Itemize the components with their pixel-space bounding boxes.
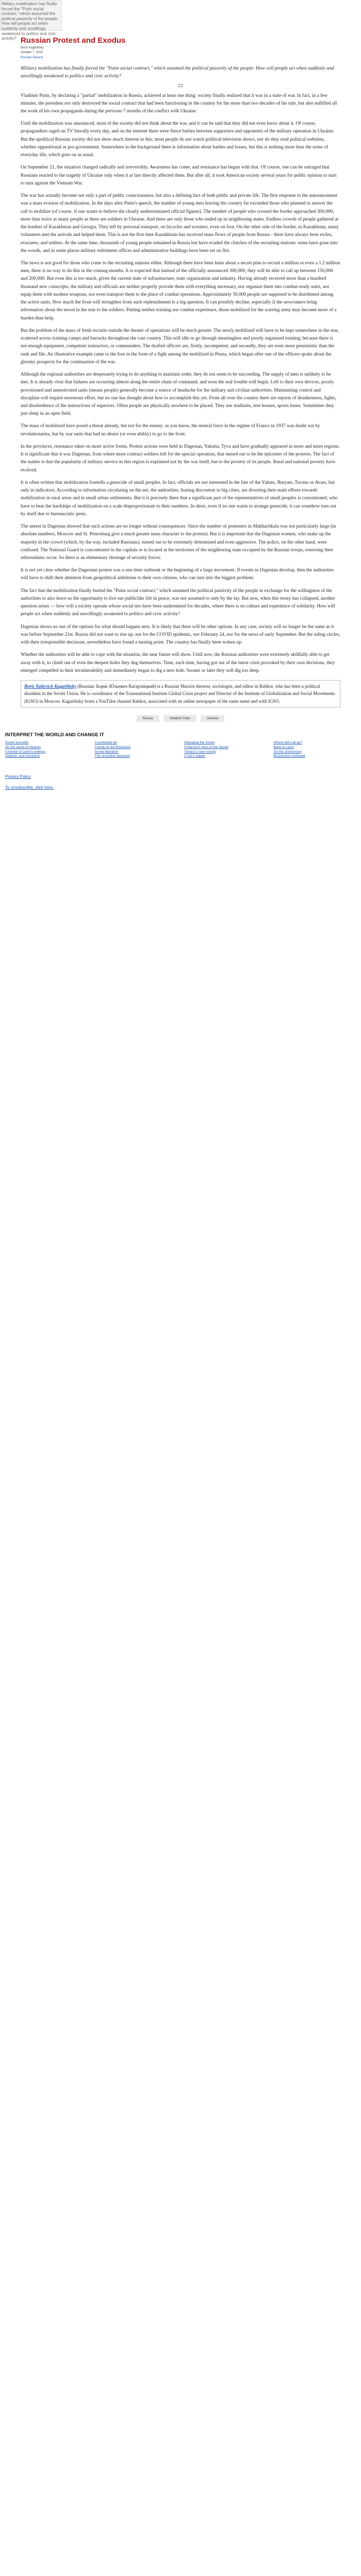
related-news-link[interactable]: Back to Lenin <box>273 745 294 749</box>
article-paragraph: Dagestan shows us one of the options for what should happen next. It is likely that there will be other options. In any case, society will no longer be the same as it was before September 21st. Russia did not want to rise up, not for the COVID epidemic, nor February 24, nor for the news of early September. But the ruling circles, with their irresponsible decisions, nevertheless have found a turning point. The country has finally been woken up. <box>21 624 340 646</box>
bio-native-name: (Russian: Бори́с Ю́льевич Кагарли́цкий) <box>77 684 156 689</box>
related-news-grid <box>5 741 356 759</box>
related-news-link[interactable]: A Marxist's view on the Soviet <box>184 745 228 749</box>
article-paragraph: But the problem of the mass of fresh recruits outside the theater of operations will be much greater. The newly mobilized will have to be kept somewhere in the rear, scattered across training camps and barracks throughout the vast country. This will idle or go through meaningless and poorly organized training, because there is not enough equipment, competent instructors, or commanders. The drafted officers are, firstly, incompetent, and secondly, they are even more pessimistic than the rank and file. An illustrative example came to the fore in the form of a fight among the mobilized in Penza, which began after one of the officers spoke about the gloomy prospects for the continuation of the war. <box>21 328 339 365</box>
article-paragraph: On September 21, the situation changed radically and irreversibly. Awareness has come, and resistance has begun with that. Of course, one can be outraged that Russians reacted to the tragedy of Ukraine only when it at last directly affected them. But after all, it took American society several years for public opinion to start to turn against the Vietnam War. <box>21 165 337 186</box>
article-source <box>21 56 340 60</box>
related-news <box>0 732 361 759</box>
related-news-link[interactable]: Salvaging the Soviet <box>184 741 215 745</box>
tag-button[interactable]: Ukraine <box>201 715 224 722</box>
image-icon <box>178 84 183 87</box>
related-news-link[interactable]: The revolution betrayed <box>94 754 130 758</box>
article-date: October 7, 2022 <box>21 51 43 55</box>
author-bio <box>21 680 340 707</box>
related-news-link[interactable]: On the world of Ulyanov <box>5 745 41 749</box>
article-paragraph: The unrest in Dagestan showed that such actions are no longer without consequences. Since the number of protesters in Makhachkala was not particularly large (in absolute numbers, Moscow and St. Petersburg give a much greater mass character to the protest). But it is important that the Dagestan women, who make up the majority in the crowd (which, by the way, included Russians), turned out to be extremely determined and even aggressive. The police, on the other hand, were confused. The National Guard is concentrated in the capitals or is located at the territories of the neighboring state occupied by the Russian troops, renewing their referendums occur. So there is an elementary shortage of security forces. <box>21 524 336 561</box>
article-paragraph: Whether the authorities will be able to cope with the situation, the near future will show. Until now, the Russian authorities were extremely skillfully able to get away with it, to climb out of even the deepest holes they dug themselves. Time, each time, having got out of the latest crisis provoked by their own decisions, they emerged compelled in their invulnerability and immediately began to dig a new hole. Sooner or later they will dig too deep. <box>21 652 335 673</box>
article-lead: Military mobilization has finally forced the "Putin social contract," which assumed the political passivity of the people. How will people act when suddenly and unwillingly awakened to politics and civic activity? <box>21 66 334 79</box>
article-body <box>21 92 340 675</box>
hero-image-placeholder: Military mobilization has finally forced the "Putin social contract," which assumed the political passivity of the people. How will people act when suddenly and unwillingly awakened to politics and civic activity? <box>0 0 62 31</box>
related-news-link[interactable]: A 1917 reader <box>184 754 205 758</box>
unsubscribe-link[interactable]: To unsubscribe, click here. <box>5 785 54 790</box>
tag-list <box>21 713 340 722</box>
article-paragraph: It is not yet clear whether the Dagestani protest was a one-time outbreak or the beginning of a large movement. If events in Dagestan develop, then the authorities will have to shift their attention from geopolitical ambitions to their own citizens, who can turn into the biggest problem. <box>21 568 334 581</box>
article-paragraph: It is often written that mobilization foretells a genocide of small peoples. In fact, officials are not interested in the fate of the Yakuts, Buryats, Tuvans or Avars, but only in indicators. According to information circulating on the net, the authorities, fearing discontent in big cities, are diverting their main efforts towards mobilization in rural areas and in small urban settlements. But it is precisely there that a significant part of the representatives of small peoples is concentrated, who have to bear the hardships of mobilization on a scale disproportionate to their numbers. In short, even if no one wants to arrange genocide, it can somehow turn out by itself due to bureaucratic pests. <box>21 480 338 517</box>
tag-button[interactable]: Russia <box>137 715 159 722</box>
article-paragraph: Although the regional authorities are desperately trying to do anything to maintain order, they do not seem to be succeeding. The supply of men is unlikely to be met. It is already clear that failures are occurring almost along the entire chain of command, and soon the real trouble will begin. Left to their own devices, poorly provisioned and unmotivated units (means people) generally become a source of headache for the military and civilian authorities. Maintaining control and discipline will require enormous effort, but no one has thought about how to accomplish this yet. From all over the country there are reports of drunkenness, fights, and disobedience of the instructions of superiors. Often people are physically nowhere to be placed. They use stadiums, tent houses, sports bases. Sometimes they just sleep in an open field. <box>21 372 337 417</box>
article-paragraph: The war has actually become not only a part of public consciousness, but also a defining fact of both public and private life. The first response to the announcement was a mass evasion of mobilization. In the days after Putin's speech, the number of young men leaving the country far exceeded those who planned to answer the call to mobilize (of course, if one wants to believe the clearly underestimated official figures). The number of people who crossed the border approached 300,000, more than twice as many people as there are soldiers in Ukraine. And there are only those who ended up in neighboring states. Endless crowds of people gathered at the borders of Kazakhstan and Georgia. They left by personal transport, on bicycles and scooters, even on foot. On the other side of the border, in Kazakhstan, many volunteers met the arrivals and helped them. This is not the first time Kazakhstan has received mass flows of people from Russia - there have always been exiles, evacuees, and settlers. At the same time, thousands of young people remained in Russia but have evaded the clutches of the recruiting stations: some have gone into the woods, and in some places military enlistment offices and administrative buildings have been set on fire. <box>21 193 339 253</box>
article-paragraph: In the provinces, resistance takes on more active forms. Protest actions were held in Dagestan, Yakutia, Tyva and have gradually appeared in more and more regions. It is significant that it was Dagestan, from where more contract soldiers left for the special operation, that turned out to be the epicenter of the protests. The fact of the matter is that the popularity of military service in this region is explained not by the war itself, but to the poverty of its people. Rural and national poverty have evolved. <box>21 444 340 473</box>
article-paragraph: The mass of mobilized have posed a threat already, but not for the enemy: as you know, the neutral force in the regime of Franco in 1937 was doubt not by revolutionaries, but by war units that had no desire (or even ability) to go to the front. <box>21 423 320 437</box>
footer <box>0 759 361 806</box>
bio-author-link[interactable]: Boris Yulievich Kagarlitsky <box>24 684 77 689</box>
related-news-link[interactable]: Where did it all go? <box>273 741 303 745</box>
article-paragraph: Until the mobilization was announced, most of the society did not think about the war, and it can be said that they did not even know about it. Of course, propagandists raged on TV literally every day, and on the internet there were fierce battles between supporters and opponents of the military operation in Ukraine. But the apolitical Russian society did not show much interest in this; most people do not watch political television shows, nor do they read political websites, whether oppositional or pro-government. Somewhere in the background there is information about battles and losses, but this is nothing more than the noise of everyday life, which goes on as usual. <box>21 121 335 158</box>
article-paragraph: Vladimir Putin, by declaring a "partial" mobilization in Russia, achieved at least one thing: society finally realized that it was in a state of war. In fact, in a few minutes, the president not only destroyed the social contract that had been functioning in the country for the more than two decades of his rule, but also nullified all the work of his own propaganda during the previous 7 months of the conflict with Ukraine. <box>21 93 337 114</box>
article-page <box>0 0 361 806</box>
article-author: Boris Kagarlitsky <box>21 46 44 49</box>
article <box>0 31 361 722</box>
related-news-link[interactable]: On the anniversary <box>273 750 302 754</box>
related-news-link[interactable]: A book on the Bolshevik <box>94 745 130 749</box>
related-news-link[interactable]: Dialectic and revolution <box>5 754 40 758</box>
article-paragraph: The fact that the mobilization finally buried the "Putin social contract," which assumed the political passivity of the people in exchange for the willingness of the authorities to also leave us the opportunity to live our publiclike life in peace, was not assumed to only by the lay. But now, when this treaty has collapsed, another question arises — how will a society operate whose social ties have been undermined for decades, where there is no culture and experience of solidarity. How will people act when suddenly and unwillingly awakened to politics and civic activity? <box>21 588 335 617</box>
related-news-link[interactable]: A review of Lenin's writings <box>5 750 45 754</box>
privacy-policy-link[interactable]: Privacy Policy <box>5 774 31 779</box>
related-news-link[interactable]: Bolshevism reviewed <box>273 754 305 758</box>
related-news-heading: INTERPRET THE WORLD AND CHANGE IT <box>5 732 104 738</box>
source-link[interactable]: Russian Dissent <box>21 56 43 59</box>
related-news-link[interactable]: Toward a new society <box>184 750 217 754</box>
related-news-link[interactable]: Soviet liberation <box>94 750 119 754</box>
related-news-link[interactable]: A contested art <box>94 741 117 745</box>
article-title: Russian Protest and Exodus <box>21 36 126 45</box>
related-news-link[interactable]: Soviet sexuality <box>5 741 29 745</box>
bio-text: is a Russian Marxist theorist, sociologist, and editor in Rabkor, who has been a political dissident in the Soviet Union. He is coordinator of the Transnational Institute Global Crisis project and Director of the Institute of Globalization and Social Movements (IGSO) in Moscow. Kagarlitsky hosts a YouTube channel Rabkor, associated with an online newspaper of the same name and with IGSO. <box>24 684 335 704</box>
tag-button[interactable]: Vladimir Putin <box>163 715 196 722</box>
article-paragraph: The news is not good for those who come to the recruiting stations either. Although there have been hints about a secret plan to recruit a million or even a 1.2 million men, there is no way to do this in the coming months. It is expected that instead of the officially announced 300,000, they will be able to call up between 150,000 and 200,000. But even this is too much, given the current state of infrastructure, state organization and industry. Having already received more than a hundred thousand new conscripts, the military and officials are neither properly provide them with everything necessary, nor organize them into combat-ready units, nor equip them with modern weapons, nor even transport them to the place of combat operations. Approximately 50,000 people are supposed to be distributed among the active units. How much the front will strengthen from such replenishment is a big question. It can possibly decline, especially if the newcomers bring information about the mood in the rear to the soldiers. Putting neither training nor combat experience, those mobilized for the warring army may become more of a burden than help. <box>21 261 340 321</box>
